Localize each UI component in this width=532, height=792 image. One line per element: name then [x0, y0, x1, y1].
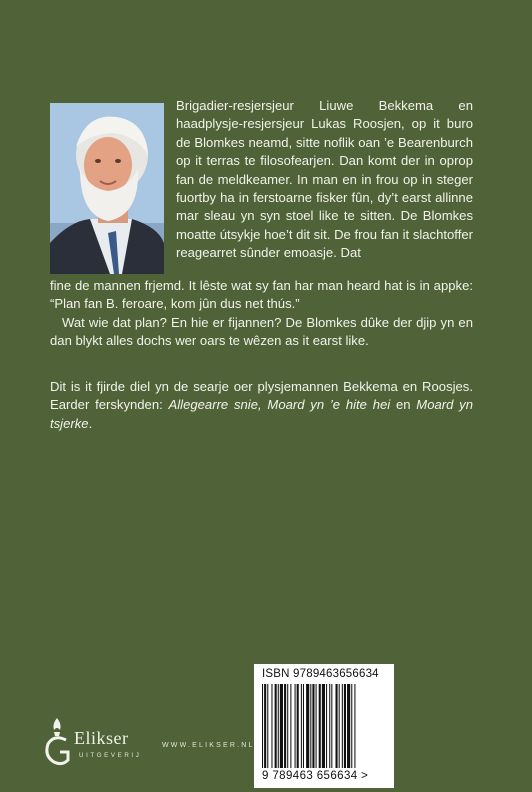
barcode-digits: 9 789463 656634 >: [262, 770, 369, 782]
publisher-subtitle: UITGEVERIJ: [79, 752, 142, 759]
series-text-1: Dit is it fjirde diel yn de searje oer plysjemannen Bekkema en Roosjes. Earder ferskynden:: [50, 379, 473, 413]
blurb-paragraph-2: Wat wie dat plan? En hie er fijannen? De Blomkes dûke der djip yn en dan blykt alles dochs wer oars te wêzen as it earst like.: [50, 314, 473, 349]
barcode: [254, 664, 394, 788]
barcode-bars-icon: [260, 684, 388, 770]
isbn-label: ISBN 9789463656634: [262, 668, 379, 680]
series-text-2: en: [390, 397, 417, 413]
series-text-3: .: [88, 415, 93, 431]
blurb-top: [176, 97, 473, 263]
portrait-photo-icon: [50, 103, 164, 274]
publisher-website: WWW.ELIKSER.NL: [162, 742, 255, 749]
blurb-paragraph-1-bottom: fine de mannen frjemd. It lêste wat sy fan har man heard hat is in appke: “Plan fan B. feroare, kom jûn dus net thús.”: [50, 278, 473, 312]
series-title-1: Allegearre snie: [168, 397, 258, 413]
author-photo: [50, 103, 164, 274]
blurb-paragraph-1-top: Brigadier-resjersjeur Liuwe Bekkema en haadplysje-resjersjeur Lukas Roosjen, op it buro de Blomkes neamd, sitte noflik oan ’e Bearenburch op it terras te filosofearjen. Dan komt der in oprop fan de meldkeamer. In man en in frou op in steger fuortby ha in ferstoarne fisker fûn, dy’t earst allinne mar sleau yn syn stoel like te sitten. De Blomkes moatte útsykje hoe’t dit sit. De frou fan it slachtoffer reagearret sûnder emoasje. Dat: [176, 98, 473, 261]
series-title-3: Moard yn tsjerke: [50, 397, 473, 431]
publisher-name: Elikser: [74, 728, 129, 748]
blurb-bottom: [50, 277, 473, 351]
series-separator: ,: [258, 397, 268, 413]
series-title-2: Moard yn ’e hite hei: [267, 397, 391, 413]
elikser-logo-icon: [40, 716, 74, 768]
series-note: [50, 378, 473, 433]
